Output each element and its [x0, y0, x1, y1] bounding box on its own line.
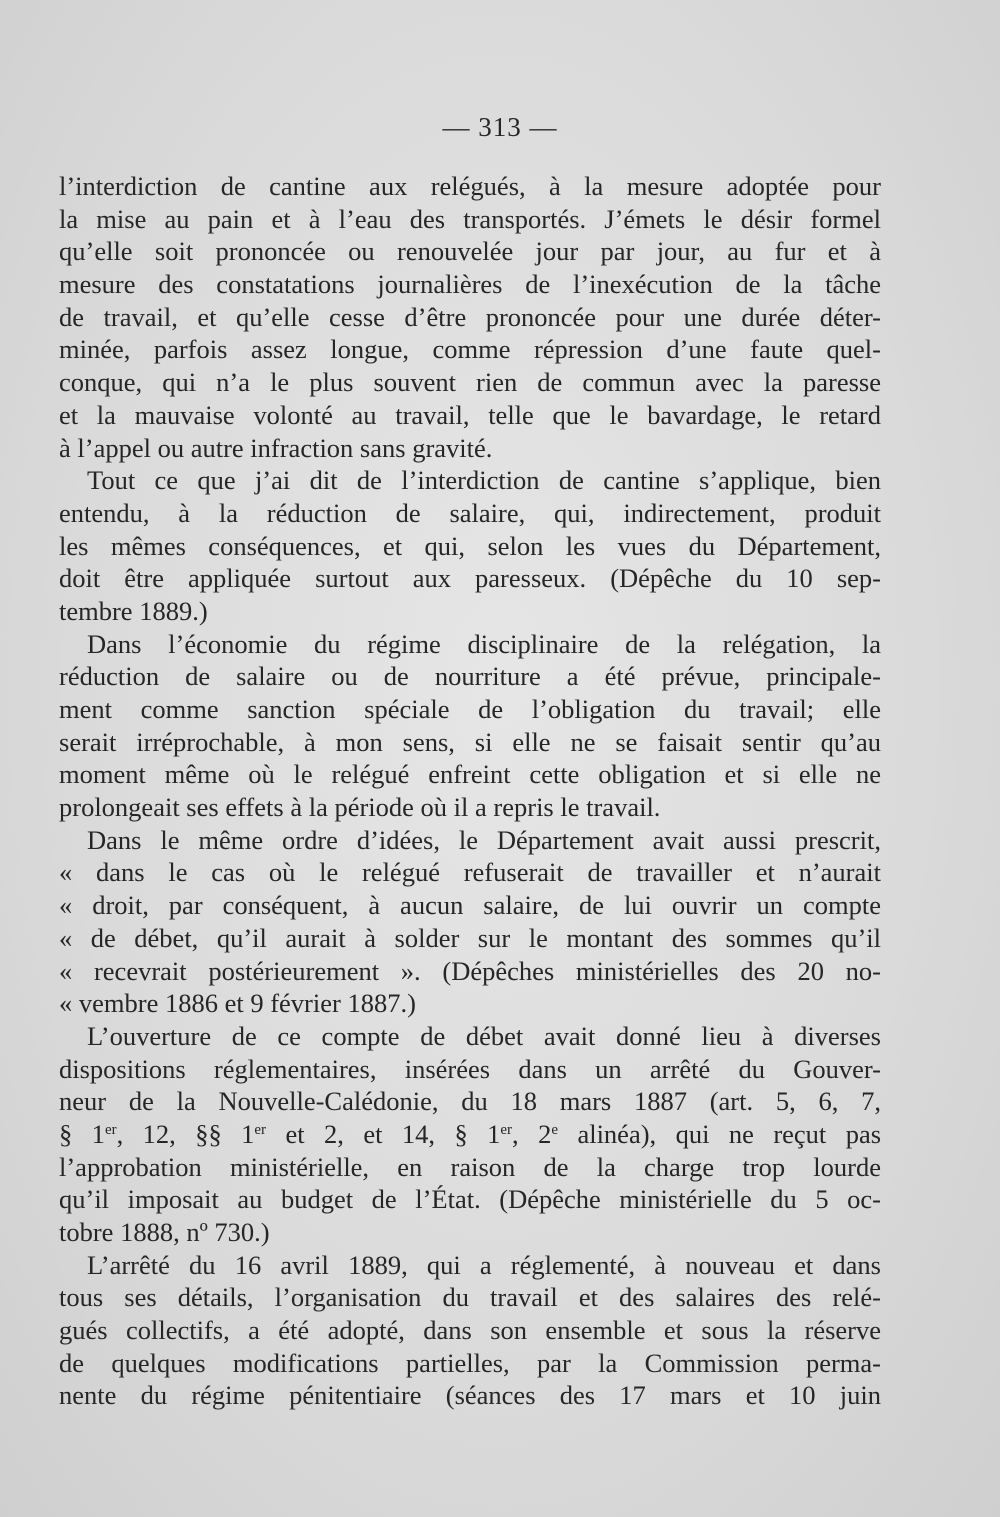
text-line: tobre 1888, nº 730.)	[59, 1217, 270, 1247]
text-line: doit être appliquée surtout aux paresseux. (Dépêche du 10 sep-	[59, 563, 881, 594]
text-line: serait irréprochable, à mon sens, si elle ne se faisait sentir qu’au	[59, 726, 881, 757]
text-line: « recevrait postérieurement ». (Dépêches ministérielles des 20 no-	[59, 955, 881, 986]
text-line: gués collectifs, a été adopté, dans son ensemble et sous la réserve	[59, 1315, 881, 1346]
text-line: dispositions réglementaires, insérées dans un arrêté du Gouver-	[59, 1053, 881, 1084]
text-fragment: alinéa), qui ne reçut pas	[558, 1118, 882, 1149]
text-line: tous ses détails, l’organisation du travail et des salaires des relé-	[59, 1282, 881, 1313]
text-line: qu’il imposait au budget de l’État. (Dépêche ministérielle du 5 oc-	[59, 1184, 881, 1215]
superscript: er	[104, 1121, 117, 1138]
text-line: mesure des constatations journalières de l’inexécution de la tâche	[59, 269, 881, 300]
text-line: minée, parfois assez longue, comme répression d’une faute quel-	[59, 334, 881, 365]
superscript: e	[551, 1121, 559, 1138]
text-line: de quelques modifications partielles, par la Commission perma-	[59, 1347, 881, 1378]
text-line: nente du régime pénitentiaire (séances des 17 mars et 10 juin	[59, 1380, 881, 1411]
text-line: à l’appel ou autre infraction sans gravité.	[59, 432, 493, 463]
body-text	[59, 170, 881, 1412]
text-line: moment même où le relégué enfreint cette obligation et si elle ne	[59, 759, 881, 790]
text-line: L’arrêté du 16 avril 1889, qui a réglementé, à nouveau et dans	[87, 1249, 881, 1280]
text-fragment: , 12, §§ 1	[116, 1118, 255, 1149]
text-line: entendu, à la réduction de salaire, qui, indirectement, produit	[59, 497, 881, 528]
text-line: neur de la Nouvelle-Calédonie, du 18 mars 1887 (art. 5, 6, 7,	[59, 1086, 881, 1117]
text-line: « dans le cas où le relégué refuserait de travailler et n’aurait	[59, 857, 881, 888]
text-fragment: et 2, et 14, § 1	[266, 1118, 501, 1149]
text-line: l’interdiction de cantine aux relégués, à la mesure adoptée pour	[59, 171, 881, 201]
text-fragment: § 1	[59, 1118, 105, 1149]
text-line: Dans l’économie du régime disciplinaire de la relégation, la	[87, 628, 881, 659]
text-line: et la mauvaise volonté au travail, telle que le bavardage, le retard	[59, 399, 881, 430]
text-line: « vembre 1886 et 9 février 1887.)	[59, 988, 416, 1019]
page-number: — 313 —	[442, 112, 558, 142]
text-line: L’ouverture de ce compte de débet avait donné lieu à diverses	[87, 1020, 881, 1051]
text-line: réduction de salaire ou de nourriture a été prévue, principale-	[59, 661, 881, 692]
text-line: de travail, et qu’elle cesse d’être prononcée pour une durée déter-	[59, 301, 881, 332]
text-line: prolongeait ses effets à la période où il a repris le travail.	[59, 792, 661, 823]
text-line: « de débet, qu’il aurait à solder sur le montant des sommes qu’il	[59, 922, 881, 953]
text-line: Tout ce que j’ai dit de l’interdiction de cantine s’applique, bien	[87, 465, 881, 496]
text-line: la mise au pain et à l’eau des transportés. J’émets le désir formel	[59, 203, 881, 234]
superscript: er	[254, 1121, 267, 1138]
text-line: conque, qui n’a le plus souvent rien de commun avec la paresse	[59, 367, 881, 398]
text-line: tembre 1889.)	[59, 595, 208, 626]
text-line-with-superscripts	[59, 1118, 881, 1151]
text-line: « droit, par conséquent, à aucun salaire, de lui ouvrir un compte	[59, 890, 881, 921]
text-line: ment comme sanction spéciale de l’obligation du travail; elle	[59, 694, 881, 724]
superscript: er	[500, 1121, 513, 1138]
text-line: Dans le même ordre d’idées, le Département avait aussi prescrit,	[87, 824, 881, 855]
text-fragment: , 2	[512, 1118, 552, 1149]
text-line: les mêmes conséquences, et qui, selon les vues du Département,	[59, 530, 881, 561]
text-line: l’approbation ministérielle, en raison de la charge trop lourde	[59, 1151, 881, 1182]
text-line: qu’elle soit prononcée ou renouvelée jour par jour, au fur et à	[59, 236, 881, 267]
